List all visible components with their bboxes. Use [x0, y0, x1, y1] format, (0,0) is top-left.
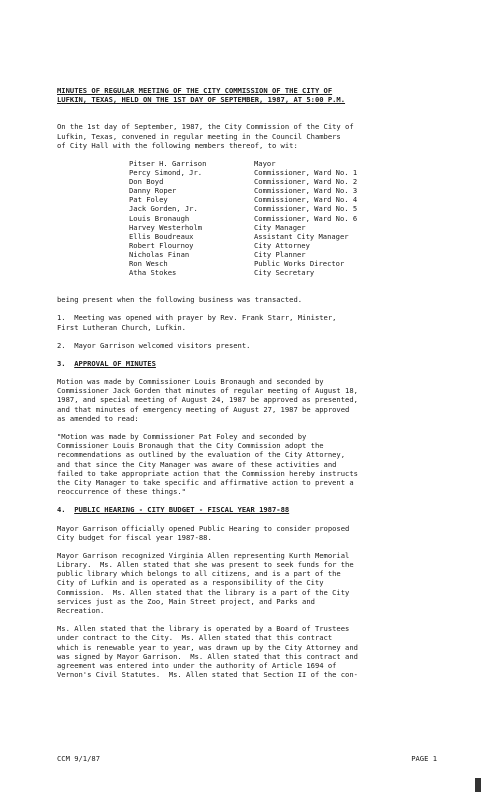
text-line: services just as the Zoo, Main Street project, and Parks and: [57, 596, 315, 606]
roster-name: Nicholas Finan: [129, 249, 190, 259]
page-footer: [57, 754, 437, 763]
title-line: LUFKIN, TEXAS, HELD ON THE 1ST DAY OF SEPTEMBER, 1987, AT 5:00 P.M.: [57, 95, 346, 105]
text-line: as amended to read:: [57, 413, 139, 423]
scan-artifact: [475, 778, 481, 792]
text-line: recommendations as outlined by the evaluation of the City Attorney,: [57, 450, 346, 460]
roster-name: Jack Gorden, Jr.: [129, 204, 198, 214]
roster-title: City Secretary: [254, 268, 315, 278]
attendance-roster: [129, 159, 457, 277]
text-line: Commissioner Louis Bronaugh that the City Commission adopt the: [57, 441, 324, 451]
section-title: APPROVAL OF MINUTES: [74, 358, 156, 368]
text-line: Recreation.: [57, 606, 105, 616]
roster-name: Ellis Boudreaux: [129, 231, 194, 241]
roster-title: Commissioner, Ward No. 1: [254, 168, 358, 178]
roster-title: City Planner: [254, 249, 306, 259]
text-line: Vernon's Civil Statutes. Ms. Allen stated that Section II of the con-: [57, 670, 358, 680]
text-line: 1987, and special meeting of August 24, 1987 be approved as presented,: [57, 395, 358, 405]
text-line: "Motion was made by Commissioner Pat Foley and seconded by: [57, 432, 307, 442]
text-line: First Lutheran Church, Lufkin.: [57, 322, 186, 332]
text-line: reoccurrence of these things.": [57, 487, 186, 497]
roster-title: Commissioner, Ward No. 6: [254, 213, 358, 223]
roster-title: Commissioner, Ward No. 4: [254, 195, 358, 205]
text-line: and that minutes of emergency meeting of August 27, 1987 be approved: [57, 404, 350, 414]
text-line: agreement was entered into under the authority of Article 1694 of: [57, 660, 337, 670]
item-1-prayer: [57, 313, 457, 331]
hearing-open-paragraph: [57, 524, 457, 542]
footer-reference: CCM 9/1/87: [57, 754, 100, 763]
text-line: Ms. Allen stated that the library is operated by a Board of Trustees: [57, 624, 350, 634]
text-line: failed to take appropriate action that the Commission hereby instructs: [57, 468, 358, 478]
roster-title: Commissioner, Ward No. 5: [254, 204, 358, 214]
section-title: PUBLIC HEARING - CITY BUDGET - FISCAL YEAR 1987-88: [74, 505, 290, 515]
page-number: PAGE 1: [411, 754, 437, 763]
roster-title: Assistant City Manager: [254, 231, 349, 241]
text-line: Motion was made by Commissioner Louis Bronaugh and seconded by: [57, 377, 324, 387]
text-line: under contract to the City. Ms. Allen stated that this contract: [57, 633, 333, 643]
quoted-motion-paragraph: [57, 432, 457, 496]
roster-name: Atha Stokes: [129, 268, 177, 278]
roster-name: Harvey Westerholm: [129, 222, 203, 232]
roster-title: Commissioner, Ward No. 2: [254, 177, 358, 187]
roster-title: Commissioner, Ward No. 3: [254, 186, 358, 196]
text-line: which is renewable year to year, was drawn up by the City Attorney and: [57, 642, 358, 652]
being-present-line: being present when the following business was transacted.: [57, 295, 303, 305]
library-paragraph-2: [57, 624, 457, 679]
roster-title: Public Works Director: [254, 258, 345, 268]
section-number: 3.: [57, 358, 66, 368]
roster-name: Pat Foley: [129, 195, 168, 205]
section-3-heading: [57, 359, 457, 368]
text-line: On the 1st day of September, 1987, the City Commission of the City of: [57, 122, 354, 132]
section-number: 4.: [57, 505, 66, 515]
minutes-motion-paragraph: [57, 377, 457, 423]
roster-name: Pitser H. Garrison: [129, 158, 207, 168]
section-4-heading: [57, 505, 457, 514]
intro-paragraph: [57, 122, 457, 150]
roster-titles: [254, 159, 357, 277]
roster-name: Robert Flournoy: [129, 240, 194, 250]
text-line: of City Hall with the following members thereof, to wit:: [57, 140, 298, 150]
text-line: 1. Meeting was opened with prayer by Rev. Frank Starr, Minister,: [57, 313, 337, 323]
minutes-title: [57, 86, 457, 104]
roster-title: City Manager: [254, 222, 306, 232]
text-line: Mayor Garrison officially opened Public Hearing to consider proposed: [57, 523, 350, 533]
item-2-welcome: 2. Mayor Garrison welcomed visitors present.: [57, 340, 251, 350]
text-line: was signed by Mayor Garrison. Ms. Allen stated that this contract and: [57, 651, 358, 661]
text-line: City budget for fiscal year 1987-88.: [57, 532, 212, 542]
text-line: and that since the City Manager was aware of these activities and: [57, 459, 337, 469]
roster-name: Danny Roper: [129, 186, 177, 196]
library-paragraph-1: [57, 551, 457, 615]
roster-title: City Attorney: [254, 240, 310, 250]
title-line: MINUTES OF REGULAR MEETING OF THE CITY COMMISSION OF THE CITY OF: [57, 86, 333, 95]
text-line: Commissioner Jack Gorden that minutes of regular meeting of August 18,: [57, 386, 358, 396]
roster-name: Don Boyd: [129, 177, 164, 187]
roster-name: Louis Bronaugh: [129, 213, 190, 223]
text-line: Mayor Garrison recognized Virginia Allen representing Kurth Memorial: [57, 550, 350, 560]
roster-name: Ron Wesch: [129, 258, 168, 268]
text-line: Commission. Ms. Allen stated that the library is a part of the City: [57, 587, 350, 597]
text-line: public library which belongs to all citizens, and is a part of the: [57, 569, 341, 579]
text-line: City of Lufkin and is operated as a responsibility of the City: [57, 578, 324, 588]
roster-names: [129, 159, 254, 277]
text-line: Lufkin, Texas, convened in regular meeting in the Council Chambers: [57, 131, 341, 141]
text-line: Library. Ms. Allen stated that she was present to seek funds for the: [57, 560, 354, 570]
roster-name: Percy Simond, Jr.: [129, 168, 203, 178]
roster-title: Mayor: [254, 158, 276, 168]
text-line: the City Manager to take specific and affirmative action to prevent a: [57, 477, 354, 487]
